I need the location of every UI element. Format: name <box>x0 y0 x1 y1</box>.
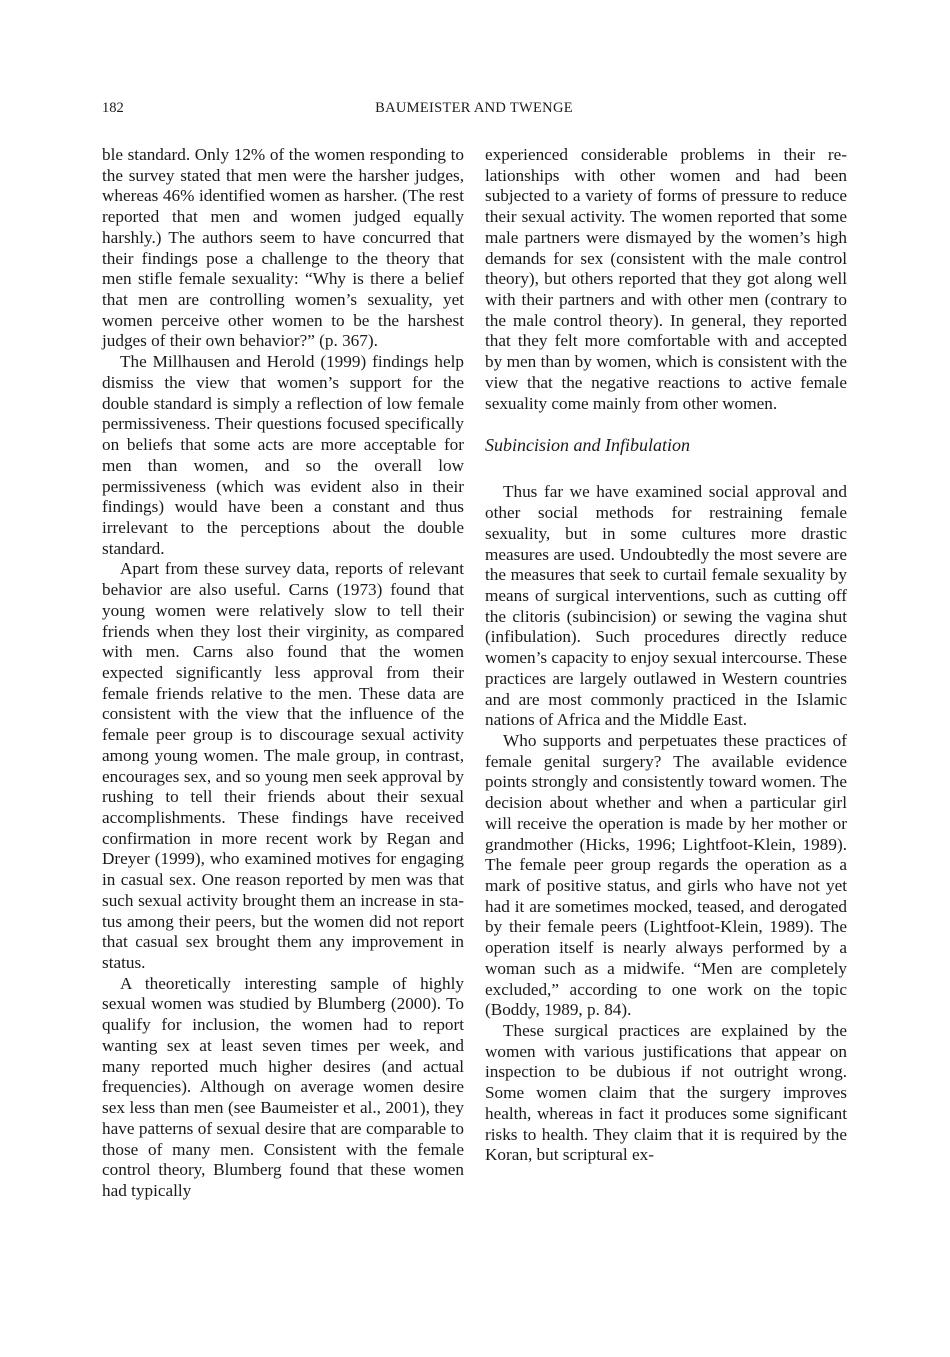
body-paragraph: Apart from these survey data, reports of relevant behavior are also useful. Carns (1973) found that young women were relatively slow to tell their friends when they lost their virginity, as compared with men. Carns also found that the women expected significantly less approval from their female friends relative to the men. These data are consistent with the view that the influence of the female peer group is to discourage sexual activity among young women. The male group, in contrast, encourages sex, and so young men seek approval by rushing to tell their friends about their sexual accomplishments. These findings have received confirmation in more recent work by Regan and Dreyer (1999), who examined motives for engaging in casual sex. One reason reported by men was that such sexual activity brought them an increase in status among their peers, but the women did not report that casual sex brought them any improvement in status. <box>102 559 464 973</box>
body-paragraph: Who supports and perpetuates these practices of female genital surgery? The available evidence points strongly and consistently toward women. The decision about whether and when a particular girl will receive the operation is made by her mother or grandmother (Hicks, 1996; Lightfoot-Klein, 1989). The female peer group regards the operation as a mark of positive status, and girls who have not yet had it are sometimes mocked, teased, and derogated by their female peers (Lightfoot-Klein, 1989). The operation itself is nearly always performed by a woman such as a midwife. “Men are completely excluded,” according to one work on the topic (Boddy, 1989, p. 84). <box>485 730 847 1020</box>
body-paragraph: ble standard. Only 12% of the women responding to the survey stated that men were the harsher judges, whereas 46% identified women as harsher. (The rest reported that men and women judged equally harshly.) The authors seem to have concurred that their findings pose a challenge to the theory that men stifle female sexuality: “Why is there a belief that men are controlling women’s sexuality, yet women perceive other women to be the harshest judges of their own behavior?” (p. 367). <box>102 145 464 351</box>
body-paragraph: These surgical practices are explained by the women with various justifications that appear on inspection to be dubious if not outright wrong. Some women claim that the surgery improves health, whereas in fact it produces some significant risks to health. They claim that it is required by the Koran, but scriptural ex- <box>485 1021 847 1165</box>
running-head <box>102 98 846 118</box>
left-column <box>102 145 464 1202</box>
body-paragraph: Thus far we have examined social approval and other social methods for restraining female sexuality, but in some cultures more drastic measures are used. Undoubtedly the most severe are the measures that seek to curtail female sexuality by means of surgical interventions, such as cutting off the clitoris (subincision) or sewing the vagina shut (infibulation). Such procedures directly reduce women’s capacity to enjoy sexual intercourse. These practices are largely outlawed in Western countries and are most commonly practiced in the Islamic nations of Africa and the Middle East. <box>485 482 847 730</box>
body-paragraph: experienced considerable problems in their relationships with other women and had been subjected to a variety of forms of pressure to reduce their sexual activity. The women reported that some male partners were dismayed by the women’s high demands for sex (consistent with the male control theory), but others reported that they got along well with their partners and with other men (contrary to the male control theory). In general, they reported that they felt more comfortable with and accepted by men than by women, which is consistent with the view that the negative reactions to active female sexuality come mainly from other women. <box>485 145 847 413</box>
body-paragraph: The Millhausen and Herold (1999) findings help dismiss the view that women’s support for the double standard is simply a reflection of low female permissiveness. Their questions focused specifically on beliefs that some acts are more acceptable for men than women, and so the overall low permissiveness (which was evident also in their findings) would have been a constant and thus irrelevant to the perceptions about the double standard. <box>102 352 464 558</box>
body-paragraph: A theoretically interesting sample of highly sexual women was studied by Blumberg (2000). To qualify for inclusion, the women had to report wanting sex at least seven times per week, and many reported much higher desires (and actual frequencies). Although on average women desire sex less than men (see Baumeister et al., 2001), they have patterns of sexual desire that are comparable to those of many men. Consistent with the female control theory, Blumberg found that these women had typically <box>102 973 464 1200</box>
running-title: BAUMEISTER AND TWENGE <box>375 100 573 116</box>
page-number: 182 <box>102 100 124 116</box>
section-heading: Subincision and Infibulation <box>485 435 690 456</box>
right-column <box>485 145 847 1166</box>
